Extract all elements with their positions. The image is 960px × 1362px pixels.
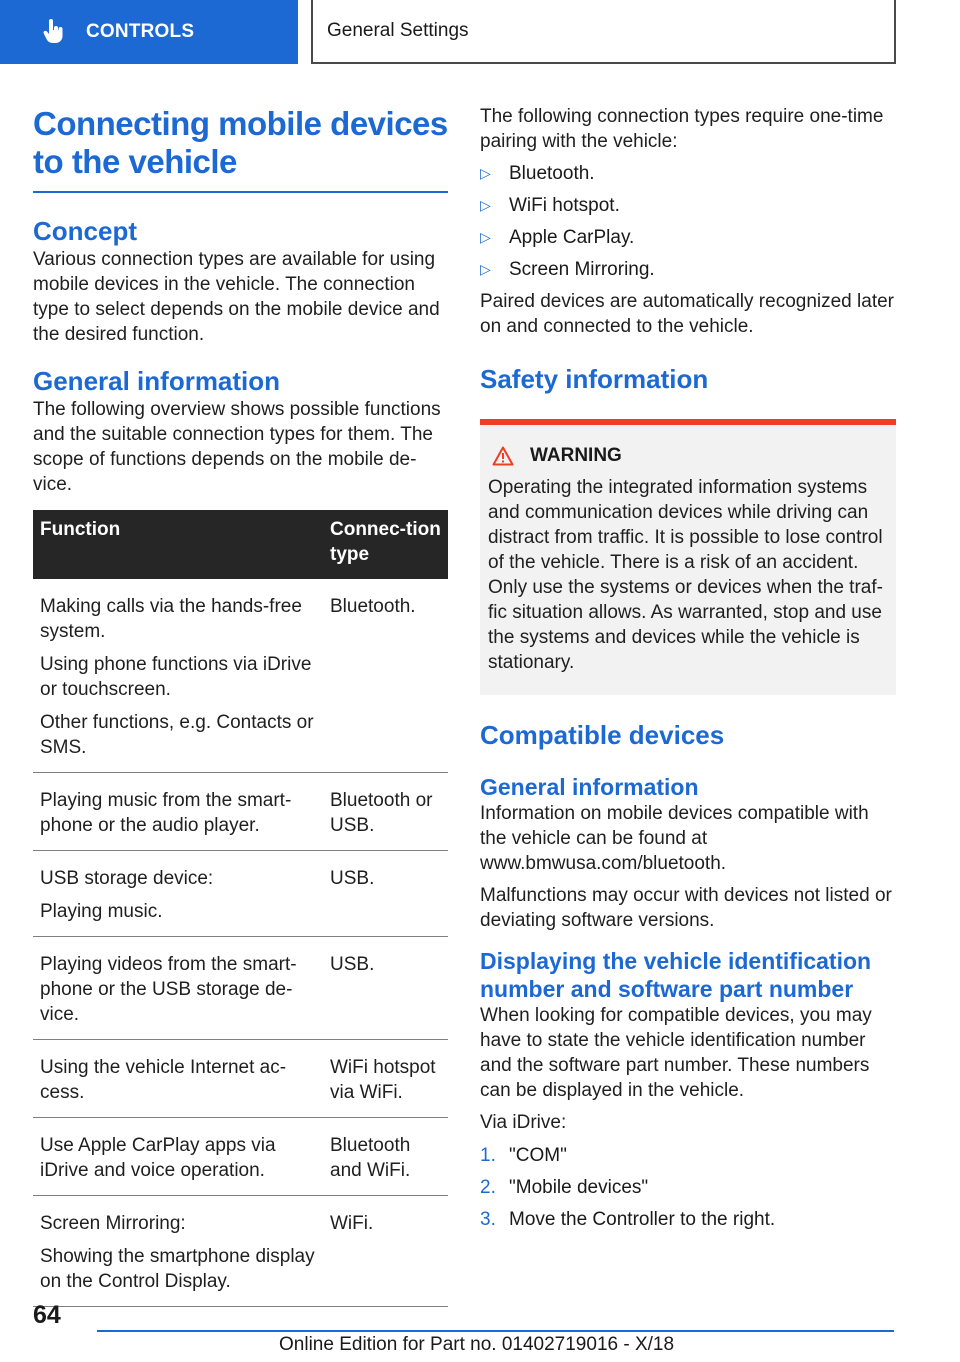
page-title: Connecting mobile devices to the vehicle (33, 105, 448, 193)
cell-line: Screen Mirroring: (40, 1213, 186, 1234)
hand-pointer-icon (40, 18, 68, 46)
cell-line: Using phone functions via iDrive or touchscreen. (40, 654, 312, 700)
right-column (480, 104, 896, 1232)
table-cell-function (33, 937, 323, 1040)
general-heading: General information (33, 366, 281, 396)
section-tab (0, 0, 298, 64)
table-cell-type: Bluetooth or USB. (323, 773, 448, 851)
footer-edition: Online Edition for Part no. 01402719016 - X/18 (279, 1334, 675, 1355)
table-cell-type: Bluetooth. (323, 579, 448, 773)
table-cell-function (33, 1196, 323, 1307)
paired-text: Paired devices are automatically recognized later on and connected to the vehicle. (480, 291, 894, 337)
function-table (33, 510, 448, 1307)
step-number: 3. (480, 1209, 496, 1230)
cell-line: Using the vehicle Internet ac‐cess. (40, 1057, 287, 1103)
pairing-list (480, 161, 896, 282)
table-row (33, 937, 448, 1040)
chapter-title: General Settings (327, 20, 469, 41)
table-row (33, 851, 448, 937)
table-cell-function (33, 851, 323, 937)
cell-line: USB storage device: (40, 868, 214, 889)
list-item: 3. Move the Controller to the right. (480, 1209, 776, 1230)
triangle-bullet-icon: ▷ (480, 197, 491, 213)
footer-divider (97, 1330, 894, 1332)
table-row (33, 1196, 448, 1307)
table-cell-function (33, 773, 323, 851)
cell-line: Playing music from the smart‐phone or the audio player. (40, 790, 292, 836)
list-item: 2. "Mobile devices" (480, 1177, 649, 1198)
table-header-connection-type: Connec‐tion type (323, 510, 448, 579)
via-idrive-text: Via iDrive: (480, 1112, 567, 1133)
warning-text: Operating the integrated information systems and communication devices while driving can distract from traffic. It is possible to lose control of the vehicle. There is a risk of an accident. Only use the systems or devices when the traf‐fic situation allows. As warranted, stop and use the systems and devices while the vehicle is stationary. (488, 477, 883, 673)
table-row (33, 1040, 448, 1118)
vin-text: When looking for compatible devices, you may have to state the vehicle identification number and the software part number. These numbers can be displayed in the vehicle. (480, 1005, 872, 1101)
cell-line: Playing videos from the smart‐phone or the USB storage de‐vice. (40, 954, 297, 1025)
compatible-heading: Compatible devices (480, 720, 725, 750)
list-item: ▷ Apple CarPlay. (480, 227, 635, 248)
cell-line: Playing music. (40, 901, 163, 922)
warning-box (480, 425, 896, 695)
triangle-bullet-icon: ▷ (480, 229, 491, 245)
table-cell-type: Bluetooth and WiFi. (323, 1118, 448, 1196)
table-cell-type: USB. (323, 937, 448, 1040)
triangle-bullet-icon: ▷ (480, 261, 491, 277)
pairing-intro: The following connection types require one-time pairing with the vehicle: (480, 106, 884, 152)
warning-title: WARNING (492, 443, 888, 468)
warning-triangle-icon (492, 446, 514, 466)
list-item: ▷ WiFi hotspot. (480, 195, 620, 216)
concept-text: Various connection types are available for using mobile devices in the vehicle. The connection type to select depends on the mobile device and the desired function. (33, 249, 440, 345)
vin-heading: Displaying the vehicle identification number and software part number (480, 948, 872, 1002)
cell-line: Making calls via the hands-free system. (40, 596, 302, 642)
list-item: ▷ Screen Mirroring. (480, 259, 655, 280)
section-label: CONTROLS (86, 21, 195, 42)
cell-line: Use Apple CarPlay apps via iDrive and voice operation. (40, 1135, 276, 1181)
chapter-header (311, 0, 896, 64)
compatible-text: Information on mobile devices compatible with the vehicle can be found at www.bmwusa.com/bluetooth. (480, 803, 869, 874)
table-cell-function (33, 579, 323, 773)
table-row (33, 579, 448, 773)
page-number: 64 (33, 1301, 61, 1329)
safety-heading: Safety information (480, 364, 709, 394)
table-cell-type: WiFi. (323, 1196, 448, 1307)
step-number: 1. (480, 1145, 496, 1166)
list-item: ▷ Bluetooth. (480, 163, 595, 184)
steps-list (480, 1143, 896, 1232)
table-header-function: Function (33, 510, 323, 579)
table-cell-type: USB. (323, 851, 448, 937)
triangle-bullet-icon: ▷ (480, 165, 491, 181)
cell-line: Showing the smartphone display on the Control Display. (40, 1246, 315, 1292)
concept-heading: Concept (33, 216, 137, 246)
general-text: The following overview shows possible functions and the suitable connection types for them. The scope of functions depends on the mobile de‐vice. (33, 399, 441, 495)
table-header-row (33, 510, 448, 579)
table-cell-function (33, 1040, 323, 1118)
general-info-heading: General information (480, 774, 699, 800)
table-row (33, 773, 448, 851)
step-number: 2. (480, 1177, 496, 1198)
left-column (33, 100, 448, 1307)
list-item: 1. "COM" (480, 1145, 567, 1166)
cell-line: Other functions, e.g. Contacts or SMS. (40, 712, 314, 758)
table-cell-function (33, 1118, 323, 1196)
table-cell-type: WiFi hotspot via WiFi. (323, 1040, 448, 1118)
malfunction-text: Malfunctions may occur with devices not listed or deviating software versions. (480, 885, 892, 931)
table-row (33, 1118, 448, 1196)
